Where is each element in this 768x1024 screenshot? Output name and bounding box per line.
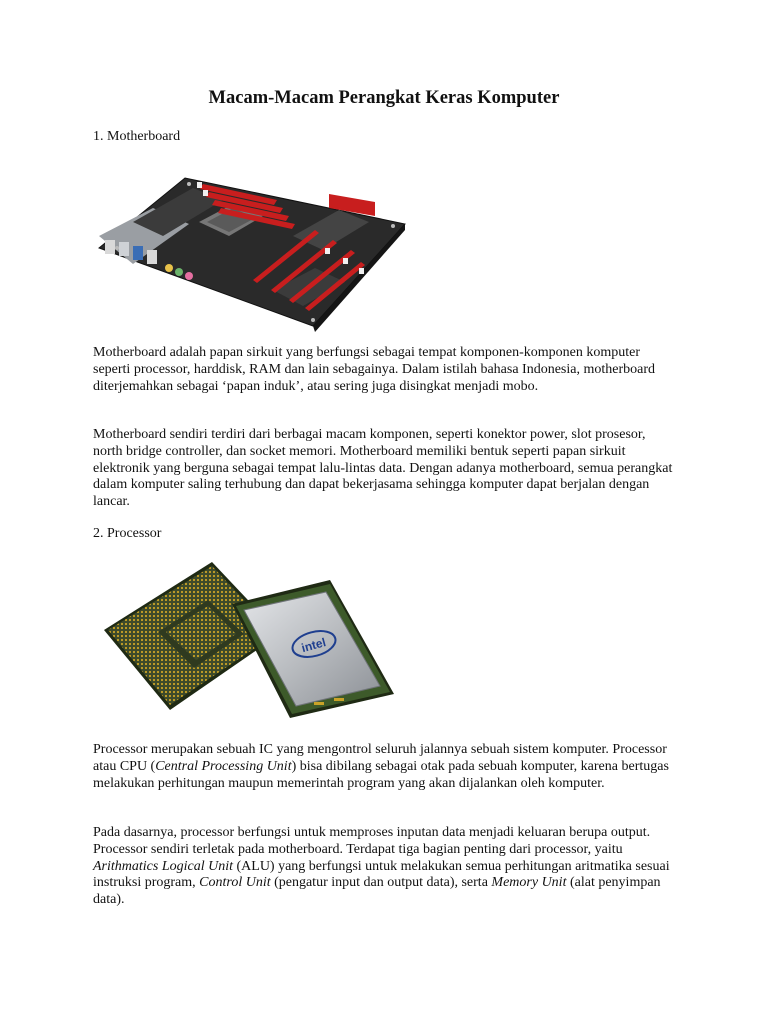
intel-logo: intel [299,635,328,656]
motherboard-icon [93,160,411,332]
processor-paragraph-1: Processor merupakan sebuah IC yang mengontrol seluruh jalannya sebuah sistem komputer. Processor atau CPU (Central Processing Unit) bisa dibilang sebagai otak pada sebuah komputer, karena bertugas melakukan perhitungan maupun memerintah program yang akan dijalankan oleh komputer. [93,742,669,791]
motherboard-paragraph-2: Motherboard sendiri terdiri dari berbagai macam komponen, seperti konektor power, slot prosesor, north bridge controller, dan socket memori. Motherboard memiliki bentuk seperti papan sirkuit elektronik yang berguna sebagai tempat lalu-lintas data. Dengan adanya motherboard, semua perangkat dalam komputer saling terhubung dan dapat bekerjasama sehingga komputer dapat berjalan dengan lancar. [93,427,673,510]
document-title: Macam-Macam Perangkat Keras Komputer [208,88,560,108]
motherboard-image [93,160,411,332]
section-heading-processor: 2. Processor [93,526,162,541]
processor-paragraph-2: Pada dasarnya, processor berfungsi untuk memproses inputan data menjadi keluaran berupa output. Processor sendiri terletak pada motherboard. Terdapat tiga bagian penting dari processor, yaitu Arithmatics Logical Unit (ALU) yang berfungsi untuk melakukan semua perhitungan aritmatika sesuai instruksi program, Control Unit (pengatur input dan output data), serta Memory Unit (alat penyimpan data). [93,825,670,908]
section-heading-motherboard: 1. Motherboard [93,129,181,144]
motherboard-paragraph-1: Motherboard adalah papan sirkuit yang berfungsi sebagai tempat komponen-komponen komputer seperti processor, harddisk, RAM dan lain sebagainya. Dalam istilah bahasa Indonesia, motherboard diterjemahkan sebagai ‘papan induk’, atau sering juga disingkat menjadi mobo. [93,345,656,394]
processor-image [104,562,396,722]
processor-icon [104,562,396,722]
